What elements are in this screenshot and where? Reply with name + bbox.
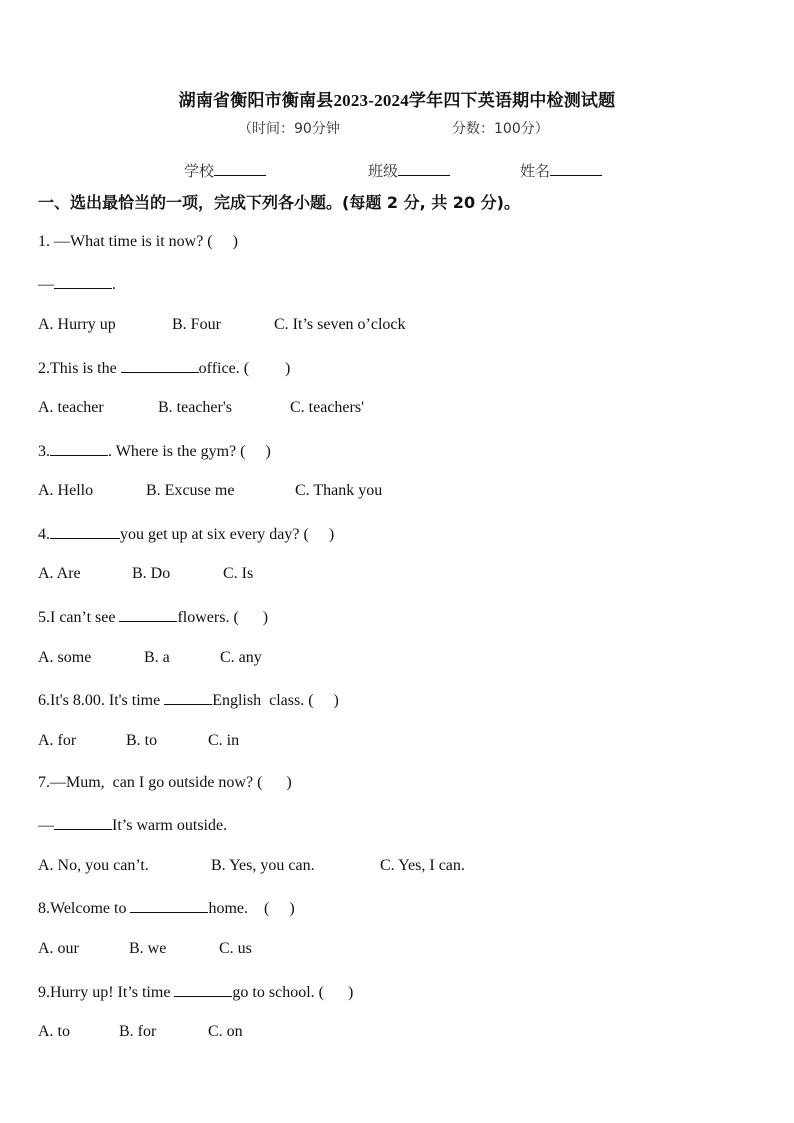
option-a[interactable]: A. to <box>38 1023 70 1040</box>
question-8-text-end: home. ( ) <box>208 900 295 917</box>
answer-blank[interactable] <box>119 607 177 622</box>
option-b[interactable]: B. to <box>126 732 158 749</box>
question-1-stem <box>38 233 238 251</box>
option-a[interactable]: A. Are <box>38 565 81 582</box>
option-b[interactable]: B. Do <box>132 565 171 582</box>
question-8-text: 8.Welcome to <box>38 900 131 917</box>
question-7-response-text: It’s warm outside. <box>112 817 228 834</box>
answer-blank[interactable] <box>50 524 120 539</box>
question-1-text: 1. —What time is it now? ( ) <box>38 233 238 250</box>
exam-score: 分数：100分） <box>452 121 549 137</box>
answer-blank[interactable] <box>54 274 112 289</box>
question-1-response-text: . <box>112 276 116 293</box>
question-6-stem <box>38 690 339 710</box>
question-4-options <box>38 565 253 583</box>
question-3-text: 3. <box>38 443 50 460</box>
question-4-text: 4. <box>38 526 50 543</box>
question-5-stem <box>38 607 268 627</box>
question-6-text: 6.It's 8.00. It's time <box>38 692 165 709</box>
option-c[interactable]: C. any <box>220 649 262 666</box>
question-5-text: 5.I can’t see <box>38 609 120 626</box>
option-a[interactable]: A. Hurry up <box>38 316 116 333</box>
option-b[interactable]: B. Yes, you can. <box>211 857 315 874</box>
name-blank[interactable] <box>550 161 602 176</box>
dash: — <box>38 817 54 834</box>
option-c[interactable]: C. in <box>208 732 240 749</box>
class-blank[interactable] <box>398 161 450 176</box>
option-b[interactable]: B. a <box>144 649 170 666</box>
question-9-stem <box>38 982 353 1002</box>
answer-blank[interactable] <box>130 898 208 913</box>
option-c[interactable]: C. It’s seven o’clock <box>274 316 406 333</box>
question-2-stem <box>38 358 290 378</box>
question-3-stem <box>38 441 271 461</box>
school-blank[interactable] <box>214 161 266 176</box>
question-7-text: 7.—Mum, can I go outside now? ( ) <box>38 774 292 791</box>
class-label: 班级 <box>368 162 399 180</box>
question-7-options <box>38 857 465 875</box>
option-b[interactable]: B. Four <box>172 316 221 333</box>
question-2-text: 2.This is the <box>38 360 121 377</box>
option-c[interactable]: C. teachers' <box>290 399 364 416</box>
class-field <box>368 160 450 181</box>
option-b[interactable]: B. Excuse me <box>146 482 235 499</box>
question-4-text-end: you get up at six every day? ( ) <box>120 526 335 543</box>
option-b[interactable]: B. we <box>129 940 167 957</box>
question-9-options <box>38 1023 243 1041</box>
option-a[interactable]: A. some <box>38 649 92 666</box>
option-a[interactable]: A. our <box>38 940 79 957</box>
answer-blank[interactable] <box>121 358 199 373</box>
question-2-text-end: office. ( ) <box>198 360 291 377</box>
answer-blank[interactable] <box>54 815 112 830</box>
dash: — <box>38 276 54 293</box>
answer-blank[interactable] <box>174 982 232 997</box>
name-field <box>520 160 602 181</box>
option-c[interactable]: C. us <box>219 940 252 957</box>
question-3-text-end: . Where is the gym? ( ) <box>108 443 271 460</box>
school-field <box>184 160 266 181</box>
answer-blank[interactable] <box>50 441 108 456</box>
option-b[interactable]: B. for <box>119 1023 157 1040</box>
question-8-options <box>38 940 252 958</box>
school-label: 学校 <box>184 162 215 180</box>
question-3-options <box>38 482 382 500</box>
exam-time: （时间：90分钟 <box>238 121 340 137</box>
question-9-text: 9.Hurry up! It’s time <box>38 984 175 1001</box>
exam-meta <box>238 118 658 138</box>
option-a[interactable]: A. for <box>38 732 77 749</box>
option-c[interactable]: C. Yes, I can. <box>380 857 465 874</box>
option-b[interactable]: B. teacher's <box>158 399 232 416</box>
question-4-stem <box>38 524 334 544</box>
option-c[interactable]: C. Thank you <box>295 482 383 499</box>
question-1-response <box>38 274 116 294</box>
question-2-options <box>38 399 364 417</box>
question-9-text-end: go to school. ( ) <box>232 984 354 1001</box>
option-c[interactable]: C. Is <box>223 565 254 582</box>
student-info-row <box>184 160 624 180</box>
question-5-text-end: flowers. ( ) <box>177 609 269 626</box>
option-a[interactable]: A. No, you can’t. <box>38 857 149 874</box>
question-5-options <box>38 649 262 667</box>
answer-blank[interactable] <box>164 690 212 705</box>
question-7-stem <box>38 774 292 792</box>
question-1-options <box>38 316 406 334</box>
section-heading: 一、选出最恰当的一项，完成下列各小题。(每题 2 分, 共 20 分)。 <box>38 193 520 212</box>
option-c[interactable]: C. on <box>208 1023 243 1040</box>
question-7-response <box>38 815 227 835</box>
question-8-stem <box>38 898 295 918</box>
option-a[interactable]: A. teacher <box>38 399 104 416</box>
question-6-text-end: English class. ( ) <box>212 692 339 709</box>
exam-title: 湖南省衡阳市衡南县2023-2024学年四下英语期中检测试题 <box>178 91 616 110</box>
name-label: 姓名 <box>520 162 551 180</box>
question-6-options <box>38 732 239 750</box>
option-a[interactable]: A. Hello <box>38 482 94 499</box>
